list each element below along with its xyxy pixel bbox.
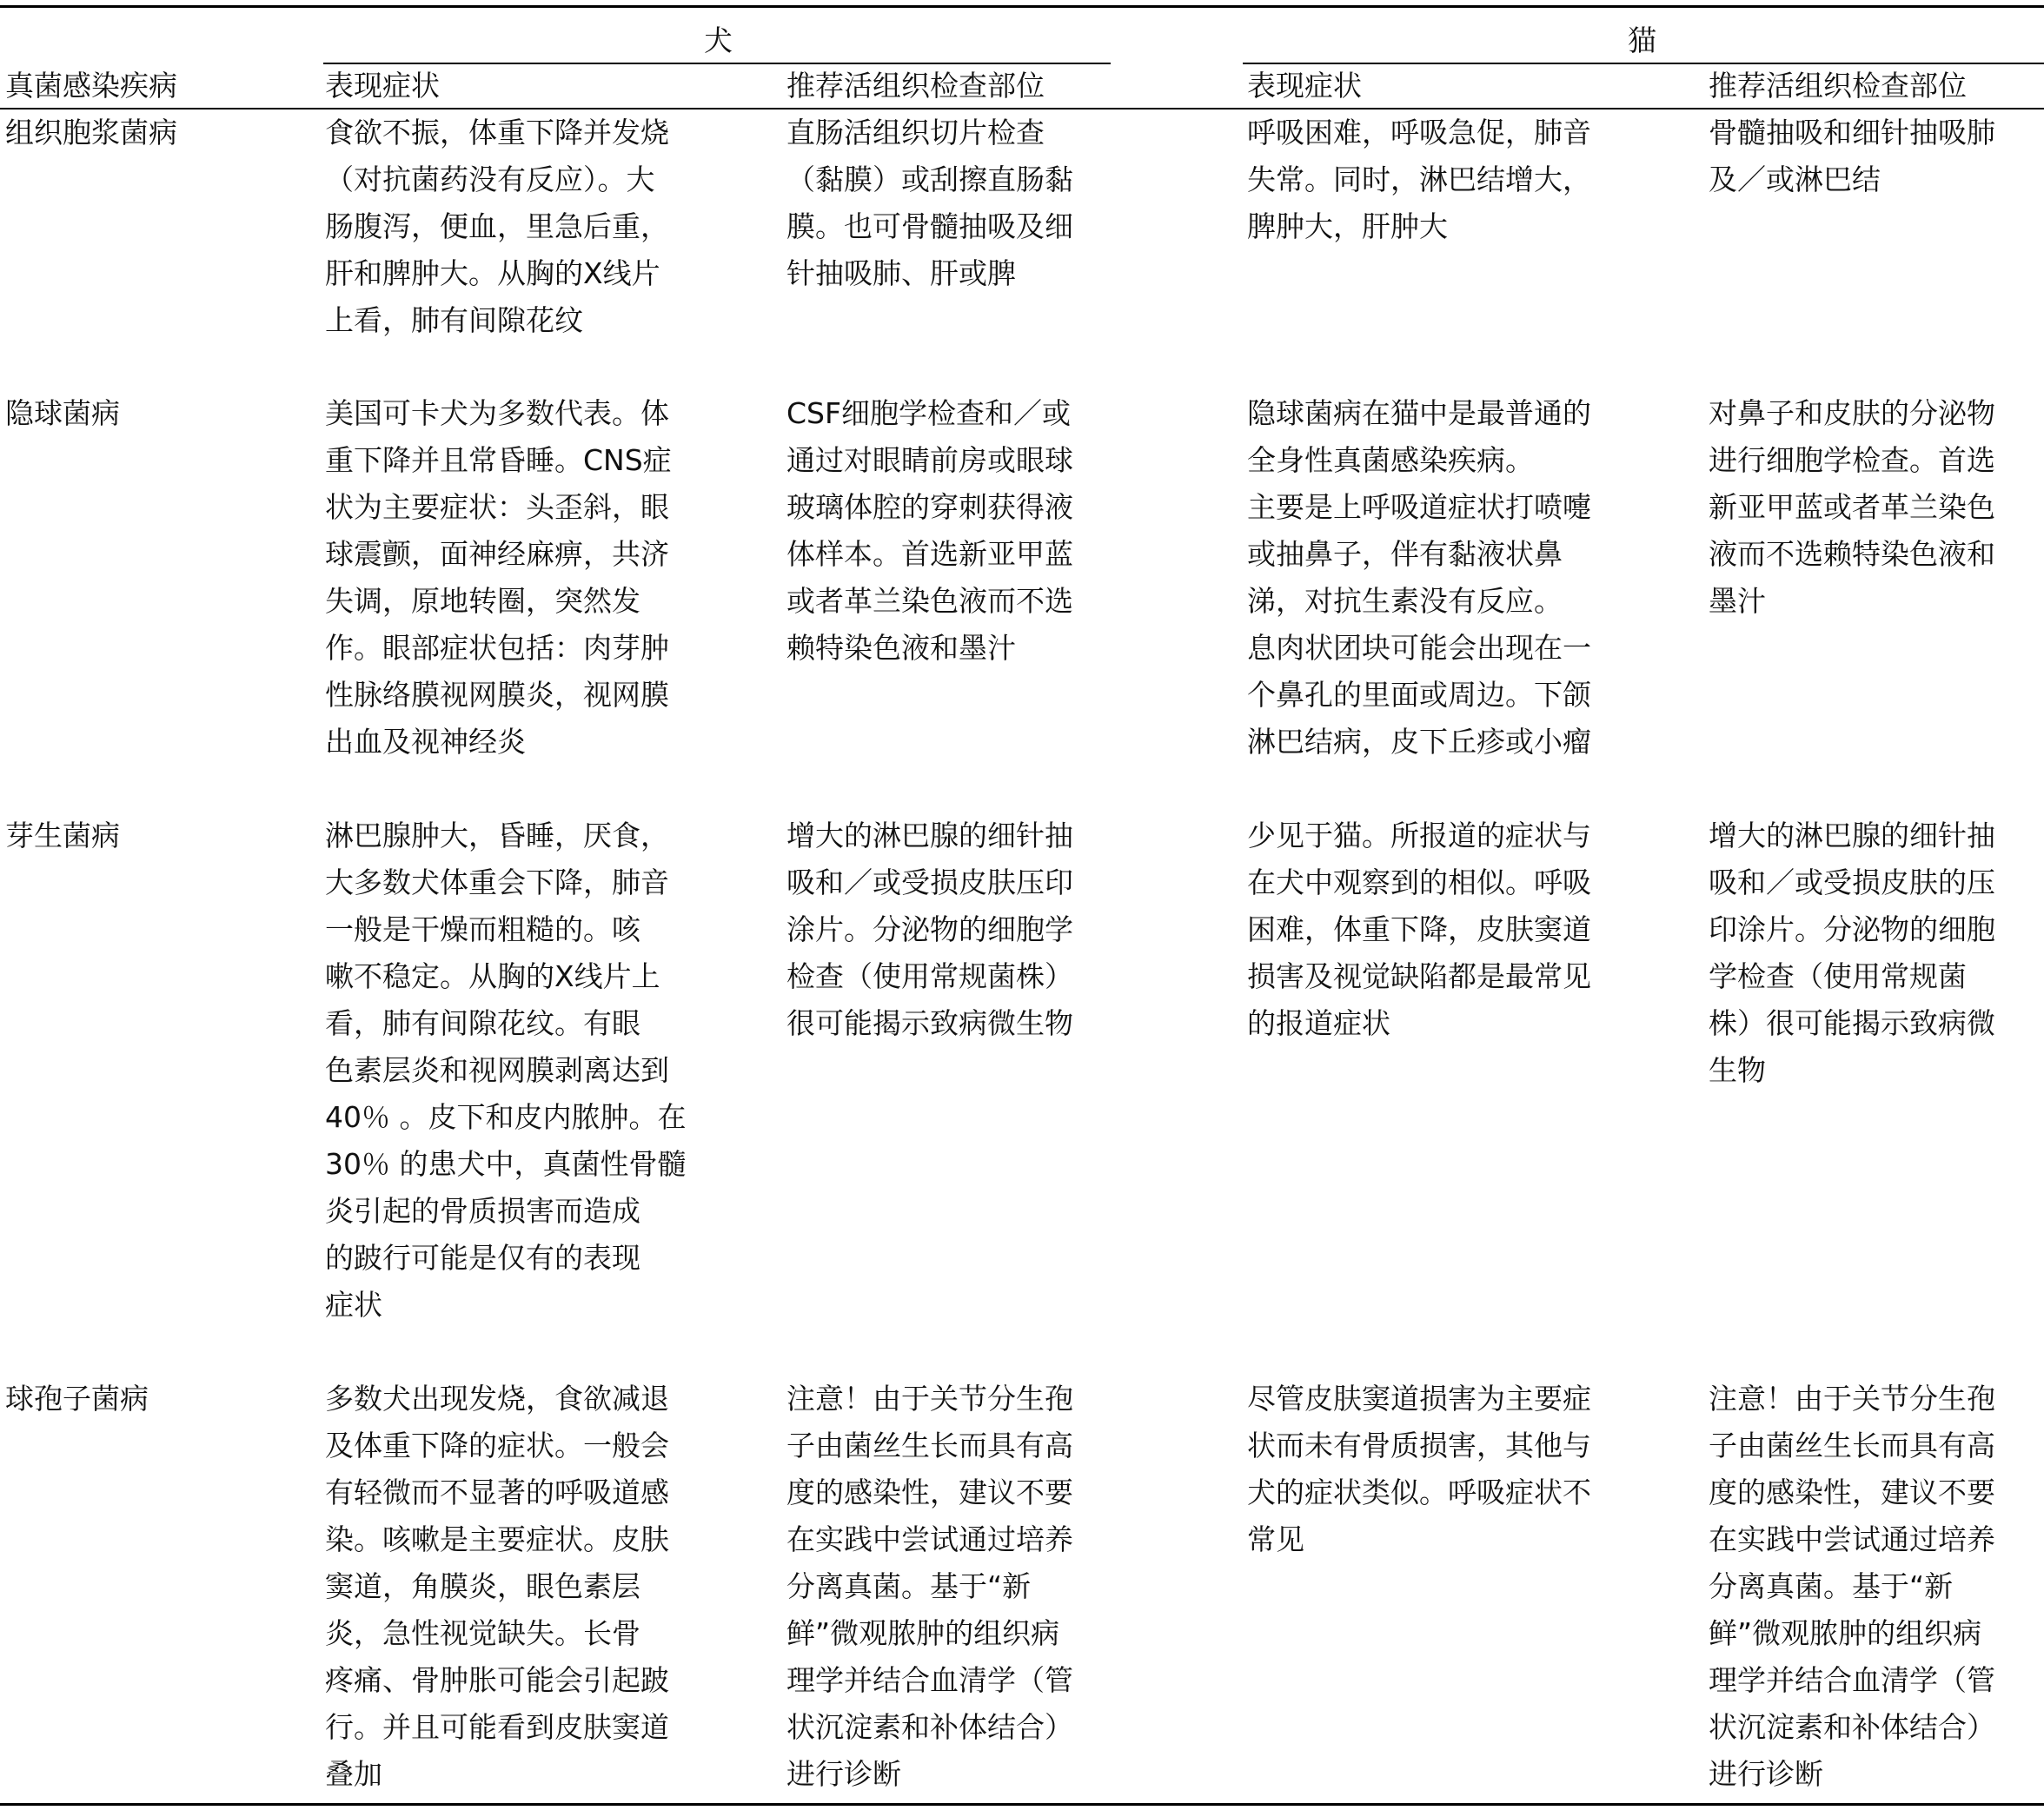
header-disease: 真菌感染疾病: [5, 69, 177, 103]
cell-line: 犬的症状类似。呼吸症状不: [1247, 1475, 1591, 1509]
cell-line: 生物: [1709, 1053, 1766, 1087]
cell-line: 涂片。分泌物的细胞学: [786, 912, 1073, 946]
cell-line: 印涂片。分泌物的细胞: [1709, 912, 1995, 946]
cat-biopsy-cell: [1709, 1376, 1995, 1798]
cell-line: 进行诊断: [786, 1757, 901, 1791]
header-dog-symptoms: 表现症状: [325, 69, 440, 103]
cat-biopsy-cell: [1709, 390, 1995, 625]
cell-line: 子由菌丝生长而具有高: [786, 1429, 1073, 1462]
cell-line: 一般是干燥而粗糙的。咳: [325, 912, 640, 946]
cell-line: 理学并结合血清学（管: [786, 1663, 1073, 1697]
cell-line: 肠腹泻，便血，里急后重，: [325, 209, 669, 243]
cell-line: 30％ 的患犬中，真菌性骨髓: [325, 1147, 687, 1181]
cell-line: 学检查（使用常规菌: [1709, 959, 1967, 993]
cell-line: （对抗菌药没有反应）。大: [325, 162, 655, 196]
table-top-rule: [0, 5, 2044, 8]
cell-line: 有轻微而不显著的呼吸道感: [325, 1475, 669, 1509]
cat-biopsy-cell: [1709, 812, 1995, 1094]
cell-line: 注意！由于关节分生孢: [786, 1382, 1073, 1416]
cell-line: 理学并结合血清学（管: [1709, 1663, 1995, 1697]
header-group-dog: 犬: [704, 23, 733, 57]
cell-line: 窦道，角膜炎，眼色素层: [325, 1569, 640, 1603]
cell-line: 鲜”微观脓肿的组织病: [786, 1616, 1060, 1650]
disease-cell: [5, 390, 120, 437]
cell-line: 或抽鼻子，伴有黏液状鼻: [1247, 537, 1563, 571]
cell-line: 骨髓抽吸和细针抽吸肺: [1709, 116, 1995, 149]
cell-line: 吸和／或受损皮肤的压: [1709, 865, 1995, 899]
cell-line: 在实践中尝试通过培养: [1709, 1522, 1995, 1556]
cell-line: 呼吸困难，呼吸急促，肺音: [1247, 116, 1591, 149]
disease-cell: [5, 1376, 149, 1422]
cell-line: 在实践中尝试通过培养: [786, 1522, 1073, 1556]
cell-line: 进行细胞学检查。首选: [1709, 443, 1995, 477]
cell-line: 分离真菌。基于“新: [1709, 1569, 1954, 1603]
cell-line: 球孢子菌病: [5, 1382, 149, 1416]
cell-line: 对鼻子和皮肤的分泌物: [1709, 396, 1995, 430]
cell-line: 度的感染性，建议不要: [786, 1475, 1073, 1509]
cell-line: 度的感染性，建议不要: [1709, 1475, 1995, 1509]
cell-line: 上看，肺有间隙花纹: [325, 303, 583, 337]
dog-symptoms-cell: [325, 390, 672, 766]
cell-line: 通过对眼睛前房或眼球: [786, 443, 1073, 477]
cell-line: CSF细胞学检查和／或: [786, 396, 1071, 430]
cell-line: 液而不选赖特染色液和: [1709, 537, 1995, 571]
header-cat-symptoms: 表现症状: [1247, 69, 1362, 103]
cell-line: 在犬中观察到的相似。呼吸: [1247, 865, 1591, 899]
cell-line: 疼痛、骨肿胀可能会引起跛: [325, 1663, 669, 1697]
cell-line: 的跛行可能是仅有的表现: [325, 1241, 640, 1275]
cell-line: 叠加: [325, 1757, 382, 1791]
cell-line: （黏膜）或刮擦直肠黏: [786, 162, 1073, 196]
cell-line: 症状: [325, 1288, 382, 1322]
cell-line: 状沉淀素和补体结合）: [786, 1710, 1073, 1744]
cell-line: 作。眼部症状包括：肉芽肿: [325, 631, 669, 665]
cell-line: 染。咳嗽是主要症状。皮肤: [325, 1522, 669, 1556]
cell-line: 色素层炎和视网膜剥离达到: [325, 1053, 669, 1087]
cell-line: 球震颤，面神经麻痹，共济: [325, 537, 669, 571]
cell-line: 行。并且可能看到皮肤窦道: [325, 1710, 669, 1744]
cell-line: 状而未有骨质损害，其他与: [1247, 1429, 1591, 1462]
cell-line: 直肠活组织切片检查: [786, 116, 1045, 149]
cell-line: 炎，急性视觉缺失。长骨: [325, 1616, 640, 1650]
cell-line: 性脉络膜视网膜炎，视网膜: [325, 678, 669, 712]
cell-line: 少见于猫。所报道的症状与: [1247, 819, 1591, 852]
cell-line: 进行诊断: [1709, 1757, 1823, 1791]
disease-cell: [5, 109, 177, 156]
cell-line: 看，肺有间隙花纹。有眼: [325, 1006, 640, 1040]
cell-line: 多数犬出现发烧，食欲减退: [325, 1382, 669, 1416]
cell-line: 食欲不振，体重下降并发烧: [325, 116, 669, 149]
cell-line: 美国可卡犬为多数代表。体: [325, 396, 669, 430]
cell-line: 针抽吸肺、肝或脾: [786, 256, 1016, 290]
cell-line: 重下降并且常昏睡。CNS症: [325, 443, 672, 477]
cell-line: 玻璃体腔的穿刺获得液: [786, 490, 1073, 524]
cell-line: 芽生菌病: [5, 819, 120, 852]
cell-line: 尽管皮肤窦道损害为主要症: [1247, 1382, 1591, 1416]
cell-line: 个鼻孔的里面或周边。下颌: [1247, 678, 1591, 712]
cell-line: 淋巴结病，皮下丘疹或小瘤: [1247, 725, 1591, 759]
cell-line: 肝和脾肿大。从胸的X线片: [325, 256, 660, 290]
cell-line: 分离真菌。基于“新: [786, 1569, 1032, 1603]
cell-line: 隐球菌病在猫中是最普通的: [1247, 396, 1591, 430]
cell-line: 损害及视觉缺陷都是最常见: [1247, 959, 1591, 993]
cell-line: 很可能揭示致病微生物: [786, 1006, 1073, 1040]
cell-line: 隐球菌病: [5, 396, 120, 430]
cell-line: 状为主要症状：头歪斜，眼: [325, 490, 669, 524]
dog-biopsy-cell: [786, 109, 1073, 297]
cell-line: 增大的淋巴腺的细针抽: [1709, 819, 1995, 852]
cell-line: 大多数犬体重会下降，肺音: [325, 865, 669, 899]
dog-symptoms-cell: [325, 1376, 669, 1798]
cell-line: 及体重下降的症状。一般会: [325, 1429, 669, 1462]
cell-line: 及／或淋巴结: [1709, 162, 1881, 196]
header-cat-biopsy: 推荐活组织检查部位: [1709, 69, 1967, 103]
cell-line: 墨汁: [1709, 584, 1766, 618]
dog-symptoms-cell: [325, 812, 686, 1329]
dog-biopsy-cell: [786, 390, 1073, 672]
cell-line: 体样本。首选新亚甲蓝: [786, 537, 1073, 571]
header-dog-biopsy: 推荐活组织检查部位: [786, 69, 1045, 103]
cell-line: 淋巴腺肿大，昏睡，厌食，: [325, 819, 669, 852]
cell-line: 常见: [1247, 1522, 1304, 1556]
cell-line: 株）很可能揭示致病微: [1709, 1006, 1995, 1040]
cell-line: 检查（使用常规菌株）: [786, 959, 1073, 993]
cat-biopsy-cell: [1709, 109, 1995, 203]
cat-symptoms-cell: [1247, 1376, 1591, 1563]
cell-line: 息肉状团块可能会出现在一: [1247, 631, 1591, 665]
header-group-cat: 猫: [1628, 23, 1656, 57]
cell-line: 或者革兰染色液而不选: [786, 584, 1073, 618]
cat-symptoms-cell: [1247, 812, 1591, 1047]
dog-biopsy-cell: [786, 812, 1073, 1047]
cell-line: 涕，对抗生素没有反应。: [1247, 584, 1563, 618]
cell-line: 炎引起的骨质损害而造成: [325, 1194, 640, 1228]
cat-symptoms-cell: [1247, 390, 1591, 766]
cell-line: 脾肿大，肝肿大: [1247, 209, 1448, 243]
cell-line: 全身性真菌感染疾病。: [1247, 443, 1534, 477]
cell-line: 吸和／或受损皮肤压印: [786, 865, 1073, 899]
cell-line: 组织胞浆菌病: [5, 116, 177, 149]
table-bottom-rule: [0, 1803, 2044, 1806]
cell-line: 增大的淋巴腺的细针抽: [786, 819, 1073, 852]
cell-line: 新亚甲蓝或者革兰染色: [1709, 490, 1995, 524]
cell-line: 失常。同时，淋巴结增大，: [1247, 162, 1591, 196]
cat-symptoms-cell: [1247, 109, 1591, 250]
cell-line: 主要是上呼吸道症状打喷嚏: [1247, 490, 1591, 524]
cell-line: 子由菌丝生长而具有高: [1709, 1429, 1995, 1462]
cell-line: 赖特染色液和墨汁: [786, 631, 1016, 665]
cell-line: 注意！由于关节分生孢: [1709, 1382, 1995, 1416]
dog-symptoms-cell: [325, 109, 669, 344]
cell-line: 的报道症状: [1247, 1006, 1390, 1040]
cell-line: 出血及视神经炎: [325, 725, 526, 759]
cell-line: 困难，体重下降，皮肤窦道: [1247, 912, 1591, 946]
cell-line: 嗽不稳定。从胸的X线片上: [325, 959, 660, 993]
cell-line: 鲜”微观脓肿的组织病: [1709, 1616, 1982, 1650]
cell-line: 膜。也可骨髓抽吸及细: [786, 209, 1073, 243]
disease-cell: [5, 812, 120, 859]
cell-line: 失调，原地转圈，突然发: [325, 584, 640, 618]
cell-line: 40％ 。皮下和皮内脓肿。在: [325, 1100, 687, 1134]
dog-biopsy-cell: [786, 1376, 1073, 1798]
cell-line: 状沉淀素和补体结合）: [1709, 1710, 1995, 1744]
